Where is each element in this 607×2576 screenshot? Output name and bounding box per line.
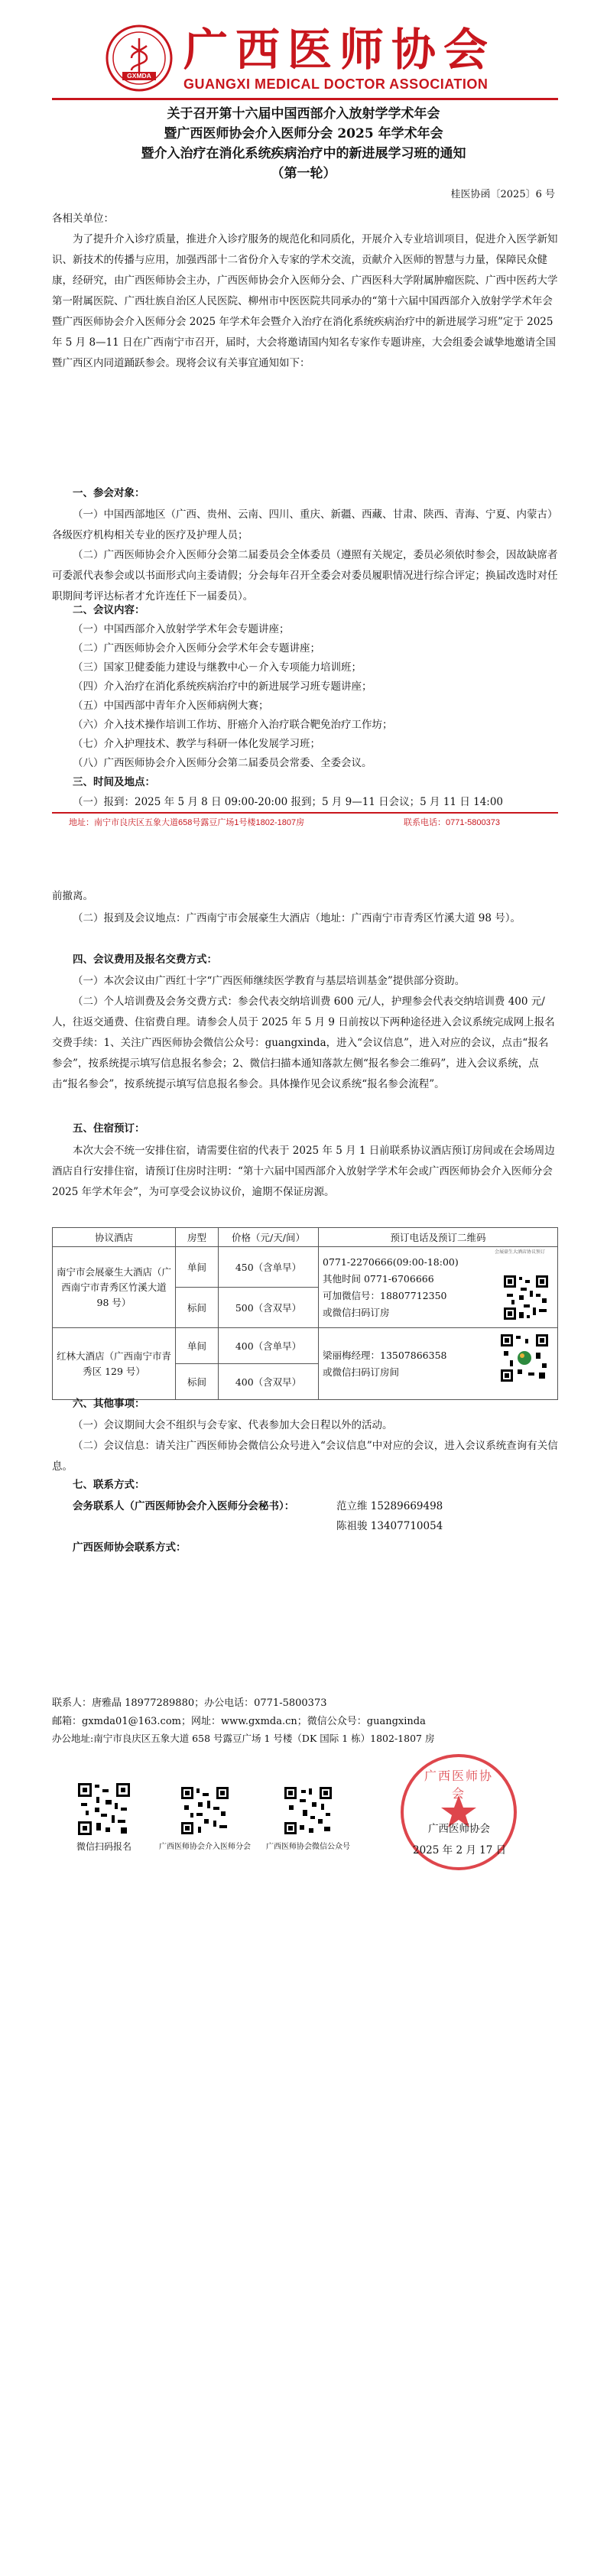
contact-person-label: 会务联系人（广西医师协会介入医师分会秘书）：	[73, 1500, 295, 1512]
table-header: 协议酒店	[53, 1228, 176, 1247]
doc-title-line1: 关于召开第十六届中国西部介入放射学学术年会	[167, 106, 440, 122]
section3-item1-cont: 前撤离。	[52, 890, 93, 902]
interventional-branch-qr-icon[interactable]	[180, 1785, 230, 1836]
section3-heading: 三、时间及地点：	[73, 776, 155, 788]
section6-heading: 六、其他事项：	[73, 1398, 145, 1410]
association-wechat-qr-icon[interactable]	[283, 1785, 333, 1836]
section2-item: （五）中国西部中青年介入医师病例大赛；	[73, 700, 269, 712]
org-name-en: GUANGXI MEDICAL DOCTOR ASSOCIATION	[183, 76, 489, 92]
section2-item: （四）介入治疗在消化系统疾病治疗中的新进展学习班专题讲座；	[73, 681, 372, 693]
section6-item1: （一）会议期间大会不组织与会专家、代表参加大会日程以外的活动。	[73, 1419, 393, 1431]
registration-qr-label: 微信扫码报名	[76, 1841, 131, 1852]
room-price: 400（含单早）	[219, 1328, 319, 1364]
salutation: 各相关单位：	[52, 213, 114, 225]
section4-heading: 四、会议费用及报名交费方式：	[73, 953, 217, 966]
contact-line: 或微信扫码订房间	[323, 1366, 400, 1378]
logo	[105, 24, 173, 92]
hotel-table	[52, 1227, 558, 1400]
table-header: 房型	[176, 1228, 219, 1247]
footer-phone: 联系电话：0771-5800373	[404, 818, 500, 827]
booking-contact	[319, 1247, 558, 1328]
hotel-name: 南宁市会展豪生大酒店（广西南宁市青秀区竹溪大道 98 号）	[53, 1247, 176, 1328]
contact-person-1: 范立维 15289669498	[336, 1500, 443, 1512]
footer-address: 地址：南宁市良庆区五象大道658号露豆广场1号楼1802-1807房	[69, 818, 305, 827]
room-type: 单间	[176, 1328, 219, 1364]
section2-item: （二）广西医师协会介入医师分会学术年会专题讲座；	[73, 642, 320, 655]
table-header: 价格（元/天/间）	[219, 1228, 319, 1247]
section2-item: （一）中国西部介入放射学学术年会专题讲座；	[73, 623, 290, 635]
org-name-cn: 广西医师协会	[183, 24, 496, 76]
room-price: 450（含单早）	[219, 1247, 319, 1288]
association-contact-label: 广西医师协会联系方式：	[73, 1541, 187, 1554]
section1-item1: （一）中国西部地区（广西、贵州、云南、四川、重庆、新疆、西藏、甘肃、陕西、青海、宁夏、内蒙古）各级医疗机构相关专业的医疗及护理人员；	[52, 508, 558, 541]
hotel1-qr-icon[interactable]	[502, 1274, 550, 1321]
table-row	[53, 1247, 558, 1288]
section4-item2: （二）个人培训费及会务交费方式：参会代表交纳培训费 600 元/人，护理参会代表交纳培训费 400 元/人，往返交通费、住宿费自理。请参会人员于 2025 年 5 月 9 日前按以下两种途径进入会议系统完成网上报名交费手续：1、关注广西医师协会微信公众号：guangxinda，进入“会议信息”，进入对应的会议，点击“报名参会”，按系统提示填写信息报名参会；2、微信扫描本通知落款左侧“报名参会二维码”，进入会议系统，点击“报名参会”，按系统提示填写信息报名参会。具体操作见会议系统“报名参会流程”。	[52, 996, 555, 1090]
room-price: 500（含双早）	[219, 1288, 319, 1328]
logo-text: GXMDA	[127, 72, 151, 80]
room-price: 400（含双早）	[219, 1364, 319, 1400]
section2-item: （八）广西医师协会介入医师分会第二届委员会常委、全委会议。	[73, 757, 372, 769]
seal-text: 广西医师协会	[424, 1769, 493, 1801]
intro-paragraph: 为了提升介入诊疗质量，推进介入诊疗服务的规范化和同质化，开展介入专业培训项目，促进介入医学新知识、新技术的传播与应用，加强西部十二省份介入专家的学术交流，贡献介入医师的智慧与力量，保障民众健康，经研究，由广西医师协会主办，广西医师协会介入医师分会、广西医科大学附属肿瘤医院、广西中医药大学第一附属医院、广西壮族自治区人民医院、柳州市中医医院共同承办的“第十六届中国西部介入放射学学术年会暨广西医师协会介入医师分会 2025 年学术年会暨介入治疗在消化系统疾病治疗中的新进展学习班”定于 2025 年 5 月 8—11 日在广西南宁市召开，届时，大会将邀请国内知名专家作专题讲座，大会组委会诚挚地邀请全国暨广西区内同道踊跃参会。现将会议有关事宜通知如下：	[52, 233, 558, 369]
booking-contact	[319, 1328, 558, 1400]
section3-item1: （一）报到：2025 年 5 月 8 日 09:00-20:00 报到；5 月 9—11 日会议；5 月 11 日 14:00	[73, 796, 504, 808]
footer-office-address: 办公地址:南宁市良庆区五象大道 658 号露豆广场 1 号楼（DK 国际 1 栋）1802-1807 房	[52, 1733, 435, 1744]
contact-line: 0771-2270666(09:00-18:00)	[323, 1256, 459, 1268]
table-row	[53, 1328, 558, 1364]
table-header: 预订电话及预订二维码	[319, 1228, 558, 1247]
contact-line: 可加微信号：18807712350	[323, 1289, 447, 1301]
section6-item2: （二）会议信息：请关注广西医师协会微信公众号进入“会议信息”中对应的会议，进入会议系统查询有关信息。	[52, 1440, 558, 1473]
room-type: 标间	[176, 1288, 219, 1328]
contact-line: 梁丽梅经理：13507866358	[323, 1349, 447, 1361]
hotel1-qr-label: 会展豪生大酒店协议预订	[495, 1249, 546, 1255]
hotel-name: 红林大酒店（广西南宁市青秀区 129 号）	[53, 1328, 176, 1400]
section3-item2: （二）报到及会议地点：广西南宁市会展豪生大酒店（地址：广西南宁市青秀区竹溪大道 98 号）。	[73, 912, 521, 924]
section4-item1: （一）本次会议由广西红十字“广西医师继续医学教育与基层培训基金”提供部分资助。	[73, 975, 466, 987]
section2-heading: 二、会议内容：	[73, 604, 145, 616]
header-rule	[52, 98, 558, 100]
contact-line: 其他时间 0771-6706666	[323, 1272, 434, 1285]
section5-heading: 五、住宿预订：	[73, 1122, 145, 1135]
branch-qr-label: 广西医师协会介入医师分会	[159, 1843, 251, 1851]
section1-item2: （二）广西医师协会介入医师分会第二届委员会全体委员（遵照有关规定，委员必须依时参会，因故缺席者可委派代表参会或以书面形式向主委请假；分会每年召开全委会对委员履职情况进行综合评定；换届改选时对任职期间考评达标者才允许连任下一届委员）。	[52, 549, 558, 603]
page-footer-rule	[52, 812, 558, 814]
doc-title-line4: （第一轮）	[271, 166, 336, 181]
section2-item: （六）介入技术操作培训工作坊、肝癌介入治疗联合靶免治疗工作坊；	[73, 719, 393, 731]
registration-qr-icon[interactable]	[76, 1782, 131, 1837]
doc-number: 桂医协函〔2025〕6 号	[450, 189, 555, 200]
footer-email-web: 邮箱：gxmda01@163.com；网址：www.gxmda.cn；微信公众号：guangxinda	[52, 1716, 426, 1727]
doc-title-line2: 暨广西医师协会介入医师分会 2025 年学术年会	[164, 126, 443, 141]
room-type: 单间	[176, 1247, 219, 1288]
room-type: 标间	[176, 1364, 219, 1400]
hotel2-qr-icon[interactable]	[499, 1333, 550, 1383]
section2-item: （三）国家卫健委能力建设与继教中心－介入专项能力培训班；	[73, 661, 362, 674]
association-qr-label: 广西医师协会微信公众号	[266, 1843, 350, 1851]
footer-contact-person: 联系人：唐雅晶 18977289880；办公电话：0771-5800373	[52, 1697, 327, 1709]
section1-heading: 一、参会对象：	[73, 487, 145, 499]
issue-date: 2025 年 2 月 17 日	[413, 1844, 507, 1856]
section7-heading: 七、联系方式：	[73, 1479, 145, 1491]
contact-person-2: 陈祖骏 13407710054	[336, 1520, 443, 1532]
section2-item: （七）介入护理技术、教学与科研一体化发展学习班；	[73, 738, 320, 750]
section5-text: 本次大会不统一安排住宿，请需要住宿的代表于 2025 年 5 月 1 日前联系协议酒店预订房间或在会场周边酒店自行安排住宿，请预订住房时注明：“第十六届中国西部介入放射学学术年会或广西医师协会介入医师分会 2025 年学术年会”，为可享受会议协议价，逾期不保证房源。	[52, 1145, 555, 1198]
doc-title-line3: 暨介入治疗在消化系统疾病治疗中的新进展学习班的通知	[141, 146, 466, 161]
contact-line: 或微信扫码订房	[323, 1306, 390, 1318]
signer: 广西医师协会	[428, 1823, 490, 1835]
